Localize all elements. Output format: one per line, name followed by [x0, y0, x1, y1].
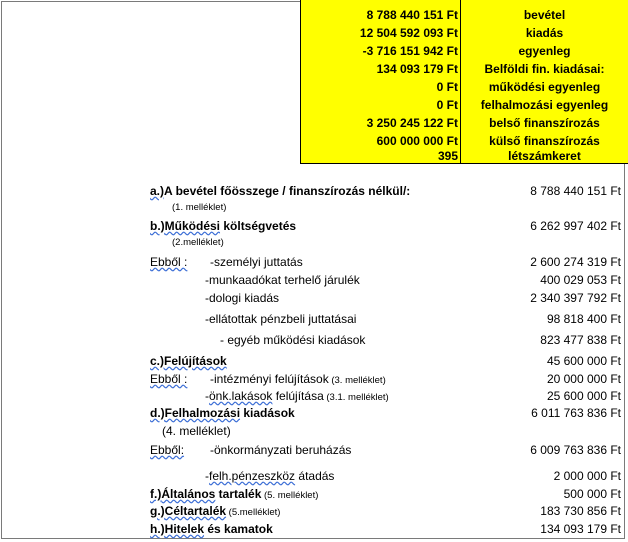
- summary-amount: 8 788 440 151 Ft: [366, 8, 458, 22]
- line-b-value: 6 262 997 402 Ft: [530, 219, 621, 233]
- line-d-prefix: d.): [150, 406, 165, 420]
- summary-amount: -3 716 151 942 Ft: [362, 44, 458, 58]
- line-d1-value: 6 009 763 836 Ft: [530, 443, 621, 457]
- line-c1-label: -intézményi felújítások: [210, 372, 329, 386]
- line-c1-note: (3. melléklet): [328, 375, 386, 386]
- line-b4-label: -ellátottak pénzbeli juttatásai: [205, 312, 357, 326]
- line-b3-value: 2 340 397 792 Ft: [530, 291, 621, 305]
- line-d-word: Felhalmozási: [164, 406, 241, 420]
- line-b1-value: 2 600 274 319 Ft: [530, 255, 621, 269]
- line-h-prefix: h.): [150, 522, 165, 536]
- line-b2-value: 400 029 053 Ft: [540, 273, 621, 287]
- line-f-label: tartalék: [215, 487, 262, 501]
- line-d2: [0, 467, 628, 485]
- summary-row: [301, 6, 628, 24]
- line-a-note: (1. melléklet): [172, 202, 227, 213]
- summary-row: [301, 24, 628, 42]
- line-c2-value: 25 600 000 Ft: [546, 389, 621, 403]
- line-d2-label: átadás: [295, 469, 335, 483]
- summary-label: külső finanszírozás: [489, 134, 600, 148]
- summary-label: létszámkeret: [508, 149, 581, 163]
- summary-amount: 0 Ft: [436, 80, 458, 94]
- summary-label: működési egyenleg: [488, 80, 601, 94]
- ebbol-label: Ebből:: [150, 443, 185, 457]
- line-b3: [0, 289, 628, 307]
- line-f: [0, 485, 628, 503]
- line-c: [0, 352, 628, 370]
- summary-row: [301, 78, 628, 96]
- line-d1-label: -önkormányzati beruházás: [210, 443, 352, 457]
- line-d-label: kiadások: [240, 406, 295, 420]
- line-a-label: A bevétel főösszege / finanszírozás nélkül/:: [164, 184, 411, 198]
- line-d-value: 6 011 763 836 Ft: [531, 406, 621, 420]
- line-b5-label: - egyéb működési kiadások: [220, 333, 366, 347]
- line-b5: [0, 331, 628, 349]
- line-f-word: Általános: [161, 487, 216, 501]
- line-d2-dash: -: [205, 469, 209, 483]
- summary-amount: 0 Ft: [436, 98, 458, 112]
- line-g-value: 183 730 856 Ft: [540, 504, 621, 518]
- line-b-note: (2.melléklet): [172, 237, 224, 248]
- line-a-value: 8 788 440 151 Ft: [530, 184, 621, 198]
- line-b4: [0, 310, 628, 328]
- line-c-prefix: c.): [150, 354, 165, 368]
- line-h-value: 134 093 179 Ft: [540, 522, 621, 536]
- line-c-value: 45 600 000 Ft: [546, 354, 621, 368]
- line-b-note-row: [0, 236, 628, 250]
- summary-amount: 12 504 592 093 Ft: [359, 26, 458, 40]
- summary-amount: 600 000 000 Ft: [376, 134, 458, 148]
- line-c2-note: (3.1. melléklet): [323, 392, 389, 403]
- ebbol-label: Ebből :: [150, 372, 188, 386]
- line-d2-value: 2 000 000 Ft: [553, 469, 621, 483]
- line-b5-value: 823 477 838 Ft: [540, 333, 621, 347]
- line-c2: [0, 387, 628, 405]
- line-b1: [0, 253, 628, 271]
- summary-label: belső finanszírozás: [489, 116, 600, 130]
- summary-row: [301, 60, 628, 78]
- summary-label: bevétel: [523, 8, 566, 22]
- summary-row: [301, 150, 628, 163]
- line-d-note-row: [0, 422, 628, 440]
- summary-table: [300, 0, 628, 164]
- line-a-prefix: a.): [150, 184, 165, 198]
- line-b1-label: -személyi juttatás: [210, 255, 303, 269]
- line-g-note: (5.melléklet): [226, 507, 281, 518]
- summary-row: [301, 114, 628, 132]
- line-d: [0, 404, 628, 422]
- line-d2-word: felh.pénzeszköz: [209, 469, 296, 483]
- line-f-prefix: f.): [150, 487, 162, 501]
- line-c1-value: 20 000 000 Ft: [546, 372, 621, 386]
- line-g: [0, 502, 628, 520]
- line-b-label: költségvetés: [220, 219, 297, 233]
- line-g-word: Céltartalék: [164, 504, 227, 518]
- summary-row: [301, 132, 628, 150]
- line-d1: [0, 441, 628, 459]
- line-f-value: 500 000 Ft: [563, 487, 621, 501]
- line-h-label: és kamatok: [204, 522, 273, 536]
- line-c-word: Felújítások: [164, 354, 227, 368]
- summary-label: felhalmozási egyenleg: [480, 98, 609, 112]
- line-g-prefix: g.): [150, 504, 165, 518]
- line-c2-dash: -: [205, 389, 209, 403]
- line-b-word: Működési: [164, 219, 221, 233]
- line-b: [0, 217, 628, 235]
- summary-label: kiadás: [525, 26, 564, 40]
- line-b4-value: 98 818 400 Ft: [546, 312, 621, 326]
- line-a-note-row: [0, 201, 628, 215]
- line-a: [0, 182, 628, 200]
- ebbol-label: Ebből :: [150, 255, 188, 269]
- summary-label: egyenleg: [518, 44, 571, 58]
- line-c2-word: önk.lakások: [209, 389, 273, 403]
- line-f-note: (5. melléklet): [261, 490, 319, 501]
- summary-label: Belföldi fin. kiadásai:: [484, 62, 605, 76]
- summary-amount: 3 250 245 122 Ft: [366, 116, 458, 130]
- line-c2-label: felújítása: [272, 389, 324, 403]
- line-c1: [0, 370, 628, 388]
- line-b2: [0, 271, 628, 289]
- line-b-prefix: b.): [150, 219, 165, 233]
- line-b2-label: -munkaadókat terhelő járulék: [205, 273, 360, 287]
- line-h: [0, 520, 628, 538]
- summary-row: [301, 96, 628, 114]
- line-d-note: (4. melléklet): [162, 424, 231, 438]
- line-b3-label: -dologi kiadás: [205, 291, 280, 305]
- line-h-word: Hitelek: [164, 522, 205, 536]
- summary-row: [301, 42, 628, 60]
- summary-amount: 395: [437, 149, 458, 163]
- summary-amount: 134 093 179 Ft: [376, 62, 458, 76]
